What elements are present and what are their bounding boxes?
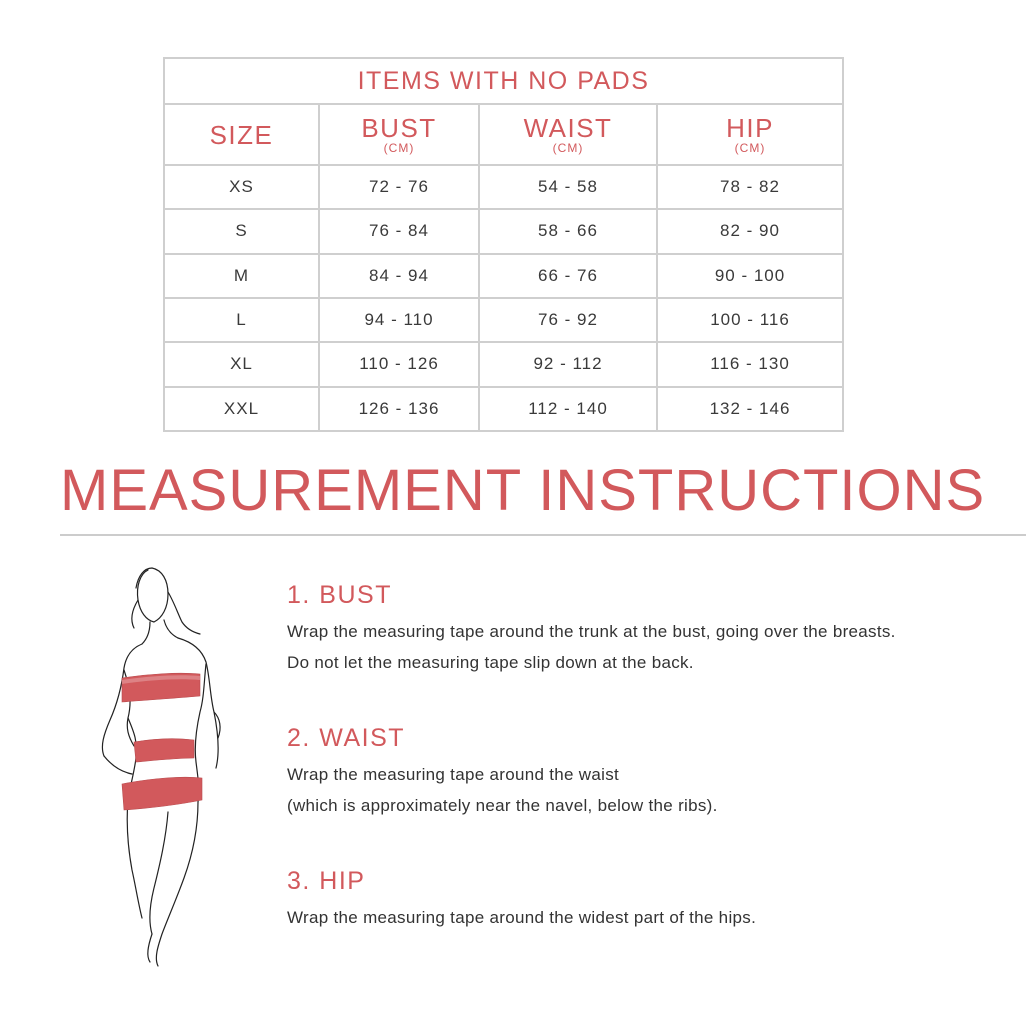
instruction-bust (287, 580, 987, 678)
waist-cell: 66 - 76 (479, 254, 657, 298)
waist-header-label: WAIST (523, 112, 613, 143)
size-chart-table (163, 57, 844, 432)
bust-column-header (319, 104, 479, 164)
bust-cell: 72 - 76 (319, 165, 479, 209)
size-cell: XXL (164, 387, 319, 431)
table-row (164, 342, 843, 386)
hip-cell: 78 - 82 (657, 165, 843, 209)
measurement-instructions-title: MEASUREMENT INSTRUCTIONS (60, 458, 986, 523)
waist-cell: 76 - 92 (479, 298, 657, 342)
bust-instruction-line: Do not let the measuring tape slip down at the back. (287, 653, 694, 672)
bust-cell: 76 - 84 (319, 209, 479, 253)
table-row (164, 298, 843, 342)
bust-header-label: BUST (361, 112, 437, 143)
hip-cell: 90 - 100 (657, 254, 843, 298)
bust-header-unit: (CM) (383, 140, 415, 155)
hip-cell: 116 - 130 (657, 342, 843, 386)
section-divider (60, 534, 1026, 536)
bust-cell: 84 - 94 (319, 254, 479, 298)
waist-cell: 54 - 58 (479, 165, 657, 209)
waist-header-unit: (CM) (552, 140, 584, 155)
bust-cell: 94 - 110 (319, 298, 479, 342)
hip-cell: 132 - 146 (657, 387, 843, 431)
table-header-row (164, 104, 843, 164)
table-row (164, 254, 843, 298)
table-row (164, 209, 843, 253)
waist-cell: 112 - 140 (479, 387, 657, 431)
size-cell: M (164, 254, 319, 298)
hip-header-unit: (CM) (734, 140, 766, 155)
woman-silhouette-icon (82, 562, 252, 972)
waist-instruction-heading: 2. WAIST (287, 724, 406, 752)
instruction-hip (287, 866, 987, 933)
size-column-header: SIZE (164, 104, 319, 164)
waist-instruction-line: Wrap the measuring tape around the waist (287, 765, 620, 784)
bust-instruction-line: Wrap the measuring tape around the trunk at the bust, going over the breasts. (287, 622, 896, 641)
waist-column-header (479, 104, 657, 164)
waist-cell: 58 - 66 (479, 209, 657, 253)
instruction-waist (287, 723, 987, 821)
size-cell: S (164, 209, 319, 253)
size-cell: XL (164, 342, 319, 386)
size-cell: L (164, 298, 319, 342)
hip-instruction-heading: 3. HIP (287, 867, 366, 895)
waist-instruction-line: (which is approximately near the navel, below the ribs). (287, 796, 718, 815)
hip-header-label: HIP (726, 112, 774, 143)
hip-cell: 82 - 90 (657, 209, 843, 253)
bust-instruction-heading: 1. BUST (287, 581, 392, 609)
table-title: ITEMS WITH NO PADS (164, 58, 843, 104)
hip-instruction-line: Wrap the measuring tape around the widest part of the hips. (287, 908, 757, 927)
hip-cell: 100 - 116 (657, 298, 843, 342)
waist-cell: 92 - 112 (479, 342, 657, 386)
bust-cell: 110 - 126 (319, 342, 479, 386)
bust-cell: 126 - 136 (319, 387, 479, 431)
table-row (164, 165, 843, 209)
size-cell: XS (164, 165, 319, 209)
table-row (164, 387, 843, 431)
hip-column-header (657, 104, 843, 164)
